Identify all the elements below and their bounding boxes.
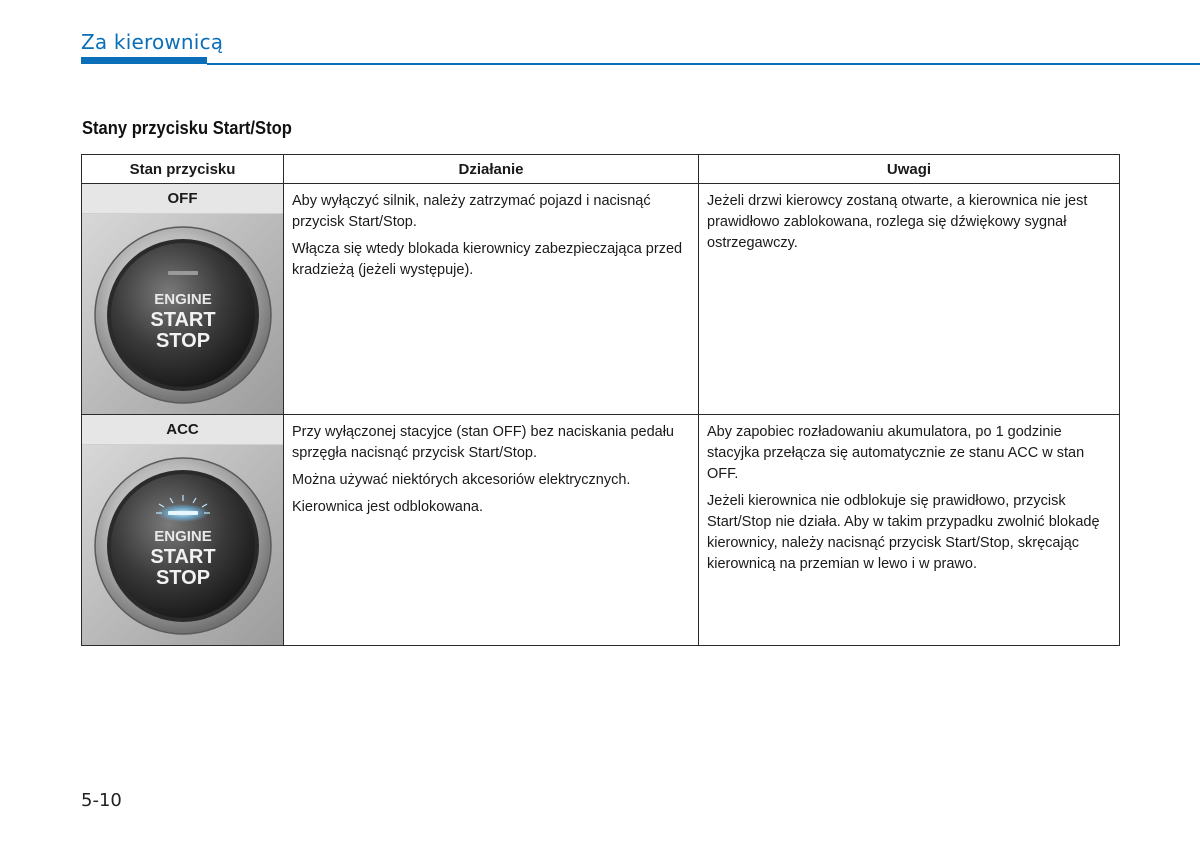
action-paragraph: Włącza się wtedy blokada kierownicy zabezpieczająca przed kradzieżą (jeżeli występuje). xyxy=(292,241,683,278)
button-line-start: START xyxy=(150,309,216,331)
column-header-state: Stan przycisku xyxy=(82,155,284,184)
action-paragraph: Przy wyłączonej stacyjce (stan OFF) bez naciskania pedału sprzęgła nacisnąć przycisk Start/Stop. xyxy=(292,424,674,461)
page-number: 5-10 xyxy=(81,790,122,811)
chapter-accent-bar xyxy=(81,57,207,64)
chapter-title: Za kierownicą xyxy=(81,30,224,54)
engine-start-stop-button-image xyxy=(82,214,283,414)
column-header-notes: Uwagi xyxy=(699,155,1120,184)
table-header-row xyxy=(82,155,1120,184)
action-paragraph: Można używać niektórych akcesoriów elektrycznych. xyxy=(292,472,631,488)
indicator-off-icon xyxy=(168,271,198,275)
action-paragraph: Aby wyłączyć silnik, należy zatrzymać pojazd i nacisnąć przycisk Start/Stop. xyxy=(292,193,651,230)
action-paragraph: Kierownica jest odblokowana. xyxy=(292,499,484,515)
table-row-acc xyxy=(82,415,1120,646)
notes-paragraph: Aby zapobiec rozładowaniu akumulatora, po 1 godzinie stacyjka przełącza się automatycznie ze stanu ACC w stan OFF. xyxy=(707,424,1085,482)
button-line-start: START xyxy=(150,546,216,568)
button-line-stop: STOP xyxy=(155,330,211,352)
section-title: Stany przycisku Start/Stop xyxy=(82,118,292,138)
button-line-stop: STOP xyxy=(155,567,211,589)
column-header-action: Działanie xyxy=(284,155,699,184)
start-stop-button-acc-icon xyxy=(82,445,283,645)
button-line-engine: ENGINE xyxy=(154,528,212,545)
notes-cell-acc xyxy=(699,415,1120,646)
action-cell-acc xyxy=(284,415,699,646)
action-cell-off xyxy=(284,184,699,415)
state-label: ACC xyxy=(82,415,283,445)
chapter-rule xyxy=(207,63,1200,65)
notes-paragraph: Jeżeli kierownica nie odblokuje się prawidłowo, przycisk Start/Stop nie działa. Aby w takim przypadku zwolnić blokadę kierownicy, należy nacisnąć przycisk Start/Stop, skręcając kierownicą na przemian w lewo i w prawo. xyxy=(707,493,1100,572)
notes-cell-off xyxy=(699,184,1120,415)
start-stop-button-off-icon xyxy=(82,214,283,414)
notes-paragraph: Jeżeli drzwi kierowcy zostaną otwarte, a kierownica nie jest prawidłowo zablokowana, rozlega się dźwiękowy sygnał ostrzegawczy. xyxy=(707,193,1088,251)
button-line-engine: ENGINE xyxy=(154,291,212,308)
button-states-table xyxy=(81,154,1120,646)
state-cell-off xyxy=(82,184,284,415)
table-row-off xyxy=(82,184,1120,415)
state-label: OFF xyxy=(82,184,283,214)
engine-start-stop-button-image xyxy=(82,445,283,645)
state-cell-acc xyxy=(82,415,284,646)
